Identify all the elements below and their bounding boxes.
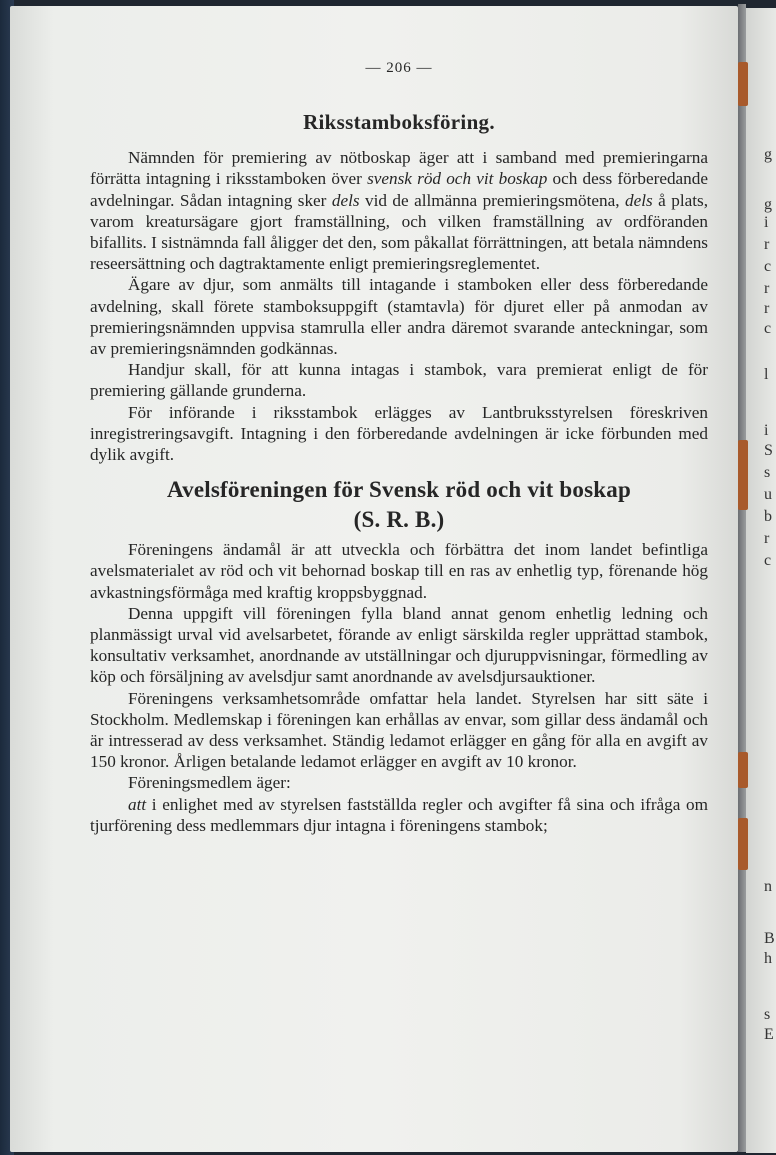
facing-page-letter: b	[764, 508, 772, 525]
section-title-riksstamboksforing: Riksstamboksföring.	[303, 110, 495, 135]
facing-page-letter: g	[764, 146, 772, 163]
facing-page-letter: E	[764, 1026, 774, 1043]
facing-page-letter: B	[764, 930, 775, 947]
facing-page-letter: n	[764, 878, 772, 895]
italic-text: att	[128, 794, 147, 814]
facing-page-letter: c	[764, 320, 772, 337]
section-title-abbreviation: (S. R. B.)	[353, 507, 445, 533]
list-item	[90, 794, 708, 836]
facing-page-letter: r	[764, 530, 770, 547]
text-run: och dess förberedande avdelningar. Sådan intagning sker	[90, 169, 708, 210]
page-number: — 206 —	[365, 60, 433, 76]
facing-page-letter: i	[764, 214, 769, 231]
facing-page-letter: r	[764, 280, 770, 297]
italic-text: dels	[625, 190, 653, 210]
italic-text: svensk röd och vit boskap	[367, 169, 548, 189]
paragraph: För införande i riksstambok erlägges av Lantbruksstyrelsen föreskriven inregistreringsavgift. Intagning i den förberedande avdelningen är icke förbunden med dylik avgift.	[90, 402, 708, 465]
section-title-avelsforeningen	[90, 475, 708, 535]
facing-page-letter: r	[764, 236, 770, 253]
paragraph: Ägare av djur, som anmälts till intagande i stamboken eller dess förberedande avdelning, skall förete stamboksuppgift (stamtavla) för djuret eller på anmodan av premieringsnämnden uppvisa stamrulla eller andra däremot svarande anteckningar, som av premieringsnämnden godkännas.	[90, 275, 708, 359]
page-gutter	[738, 4, 746, 1152]
text-run: å plats, varom kreatursägare gjort framställning, och vilken framställning av ordföranden bifallits. I sistnämnda fall åligger det den, som påkallat förrättningen, att betala nämndens reseersättning och dagtraktamente enligt premieringsreglementet.	[90, 190, 708, 274]
facing-page-letter: g	[764, 196, 772, 213]
paragraph: Handjur skall, för att kunna intagas i stambok, vara premierat enligt de för premiering gällande grunderna.	[90, 360, 708, 401]
section-title-line: Avelsföreningen för Svensk röd och vit boskap	[167, 477, 631, 503]
facing-page-letter: i	[764, 422, 769, 439]
facing-page-letter: c	[764, 258, 772, 275]
text-run: Nämnden för premiering av nötboskap äger att i samband med premieringarna förrätta intagning i riksstamboken över	[90, 148, 708, 189]
facing-page-letter: c	[764, 552, 772, 569]
facing-page-letter: s	[764, 464, 771, 481]
facing-page-letter: s	[764, 1006, 771, 1023]
facing-page-letter: l	[764, 366, 769, 383]
text-run: i enlighet med av styrelsen fastställda regler och avgifter få sina och ifråga om tjurförening dess medlemmars djur intagna i föreningens stambok;	[90, 794, 708, 835]
facing-page-edge	[746, 8, 776, 1153]
paragraph	[90, 147, 708, 274]
page-tab-marker	[738, 440, 748, 510]
page-tab-marker	[738, 818, 748, 870]
page-tab-marker	[738, 62, 748, 106]
paragraph: Föreningens verksamhetsområde omfattar hela landet. Styrelsen har sitt säte i Stockholm. Medlemskap i föreningen kan erhållas av envar, som gillar dess ändamål och är intresserad av dess verksamhet. Ständig ledamot erlägger en gång för alla en avgift av 150 kronor. Årligen betalande ledamot erlägger en avgift av 10 kronor.	[90, 688, 708, 772]
italic-text: dels	[331, 190, 360, 210]
facing-page-letter: r	[764, 300, 770, 317]
paragraph: Föreningsmedlem äger:	[128, 773, 291, 793]
facing-page-letter: u	[764, 486, 772, 503]
paragraph: Denna uppgift vill föreningen fylla bland annat genom enhetlig ledning och planmässigt urval vid avelsarbetet, förande av enligt särskilda regler upprättad stambok, konsultativ verksamhet, anordnande av utställningar och djuruppvisningar, förmedling av köp och försäljning av avelsdjur samt anordnande av avelsdjursauktioner.	[90, 603, 708, 687]
page-text	[90, 58, 708, 836]
text-run: vid de allmänna premieringsmötena,	[359, 190, 625, 210]
facing-page-letter: h	[764, 950, 772, 967]
paragraph: Föreningens ändamål är att utveckla och förbättra det inom landet befintliga avelsmaterialet av röd och vit behornad boskap till en ras av enhetlig typ, förenande hög avkastningsförmåga med kraftig kroppsbyggnad.	[90, 540, 708, 602]
facing-page-letter: S	[764, 442, 773, 459]
page-tab-marker	[738, 752, 748, 788]
